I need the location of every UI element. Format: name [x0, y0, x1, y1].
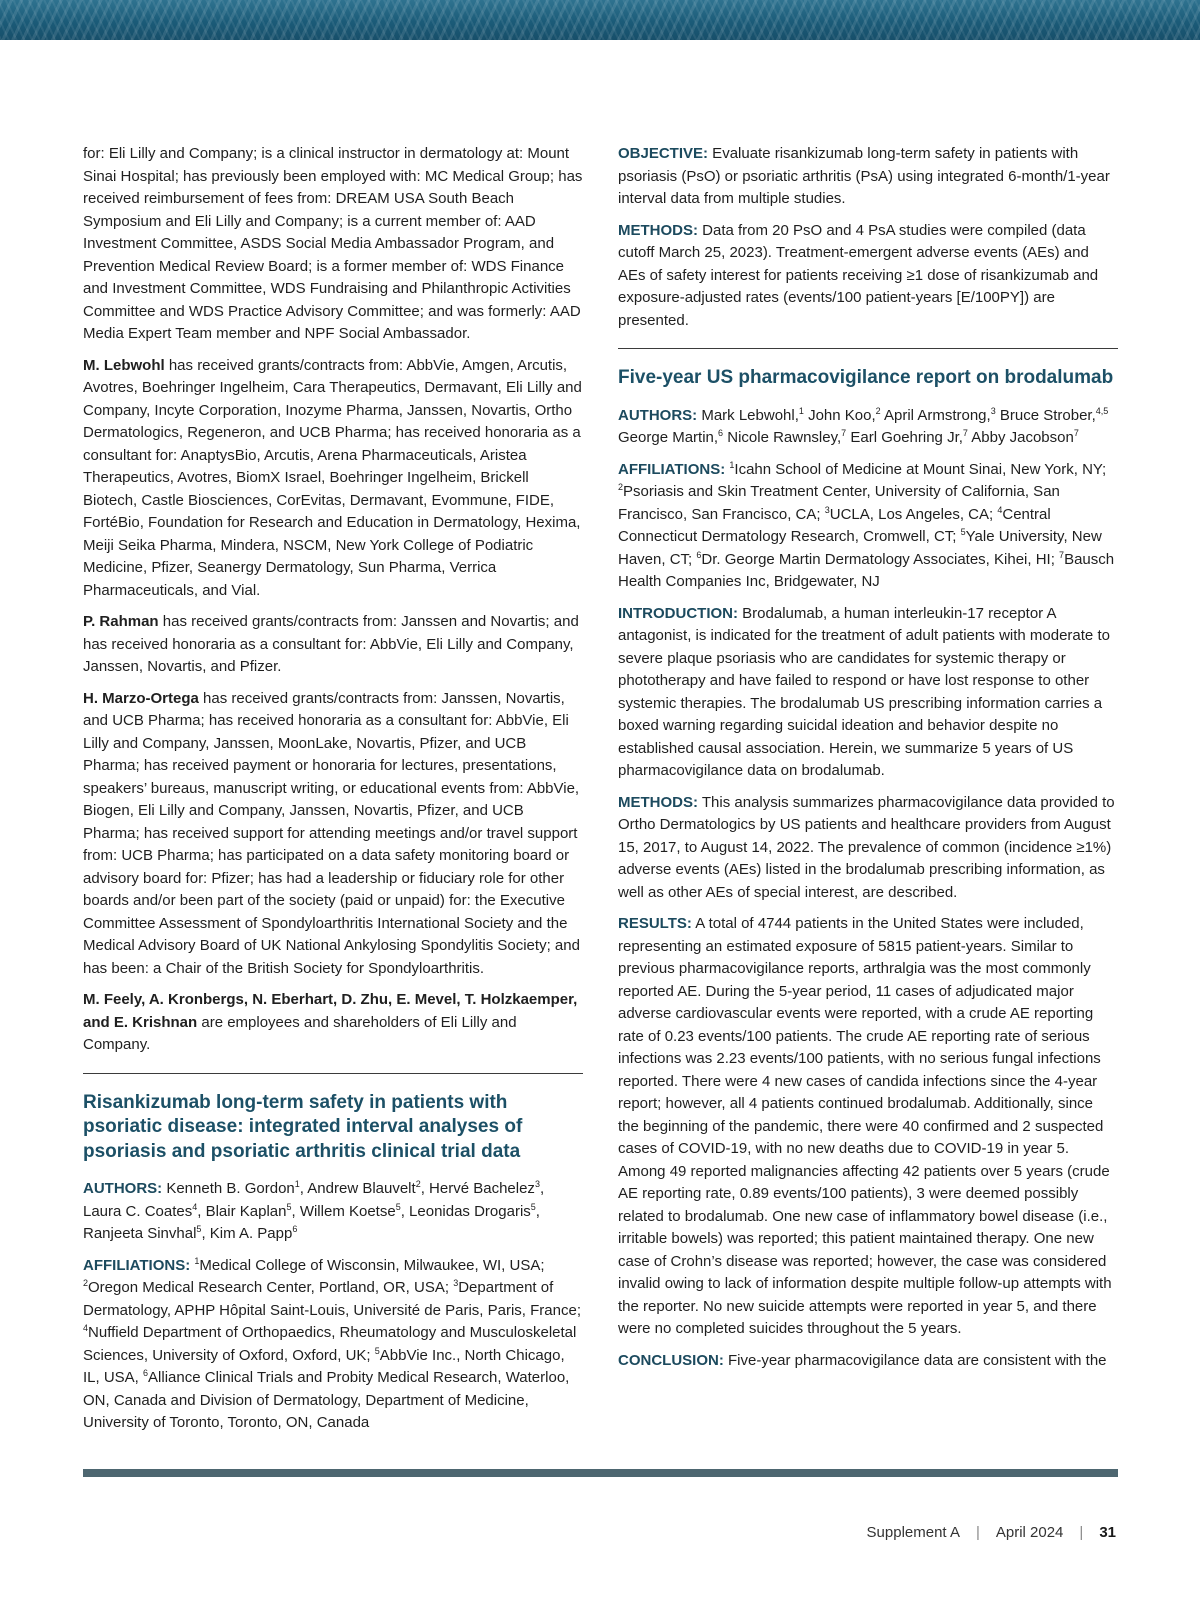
affiliation-sup: 3	[453, 1278, 459, 1288]
author-sup: 5	[196, 1224, 202, 1234]
section-label: INTRODUCTION:	[618, 604, 738, 622]
author: Abby Jacobson	[967, 429, 1074, 446]
affiliation-sup: 1	[194, 1255, 200, 1266]
author-sup: 4,5	[1095, 405, 1109, 416]
disclosure-lilly-employees	[83, 989, 583, 1057]
disclosure-name: H. Marzo-Ortega	[83, 689, 199, 707]
affiliation-sup: 5	[960, 527, 966, 537]
author: Earl Goehring Jr,	[846, 429, 963, 446]
author-sup: 7	[962, 428, 968, 438]
affiliation-sup: 7	[1059, 549, 1065, 560]
section-label: OBJECTIVE:	[618, 145, 709, 162]
abstract1-authors	[83, 1178, 583, 1246]
affiliation: Alliance Clinical Trials and Probity Medical Research, Waterloo, ON, Canada and Division of Dermatology, Department of Medicine, University of Toronto, Toronto, ON, Canada	[83, 1369, 570, 1431]
abstract-title-brodalumab: Five-year US pharmacovigilance report on brodalumab	[618, 367, 1114, 388]
affiliation: Central Connecticut Dermatology Research, Cromwell, CT;	[618, 505, 1051, 545]
author-sup: 5	[395, 1201, 401, 1212]
author-sup: 7	[1073, 428, 1079, 438]
author-sup: 1	[294, 1179, 300, 1189]
disclosure-text: has received grants/contracts from: AbbVie, Amgen, Arcutis, Avotres, Boehringer Ingelheim, Cara Therapeutics, Dermavant, Eli Lilly and Company, Incyte Corporation, Inozyme Pharma, Janssen, Novartis, Ortho Dermatologics, Regeneron, and UCB Pharma; has received honoraria as a consultant for: AnaptysBio, Arcutis, Arena Pharmaceuticals, Aristea Therapeutics, Avotres, BiomX Israel, Boehringer Ingelheim, Brickell Biotech, Castle Biosciences, CorEvitas, Dermavant, Evommune, FIDE, FortéBio, Foundation for Research and Education in Dermatology, Hexima, Meiji Seika Pharma, Mindera, NSCM, New York College of Podiatric Medicine, Pfizer, Seanergy Dermatology, Sun Pharma, Verrica Pharmaceuticals, and Vial.	[83, 356, 582, 599]
authors-label: AUTHORS:	[83, 1180, 163, 1197]
author: , Laura C. Coates	[83, 1180, 545, 1220]
affiliation-sup: 1	[729, 459, 735, 470]
affiliations-label: AFFILIATIONS:	[618, 460, 726, 478]
disclosure-text: has received grants/contracts from: Janssen, Novartis, and UCB Pharma; has received honoraria as a consultant for: AbbVie, Eli Lilly and Company, Janssen, MoonLake, Novartis, Pfizer, and UCB Pharma; has received payment or honoraria for lectures, presentations, speakers’ bureaus, manuscript writing, or educational events from: AbbVie, Biogen, Eli Lilly and Company, Janssen, Novartis, Pfizer, and UCB Pharma; has received support for attending meetings and/or travel support from: UCB Pharma; has participated on a data safety monitoring board or advisory board for: Pfizer; has had a leadership or fiduciary role for other boards and/or been part of the society (paid or unpaid) for: the Executive Committee Assessment of Spondyloarthritis International Society and the Medical Advisory Board of UK National Ankylosing Spondylitis Society; and has been: a Chair of the British Society for Spondyloarthritis.	[83, 689, 580, 977]
author-sup: 6	[292, 1224, 298, 1234]
affiliation-sup: 4	[997, 504, 1003, 515]
author-sup: 2	[415, 1179, 421, 1189]
section-text: Brodalumab, a human interleukin-17 receptor A antagonist, is indicated for the treatment of adult patients with moderate to severe plaque psoriasis who are candidates for systemic therapy or phototherapy and have failed to respond or have lost response to other systemic therapies. The brodalumab US prescribing information carries a boxed warning regarding suicidal ideation and behavior despite no established causal association. Herein, we summarize 5 years of US pharmacovigilance data on brodalumab.	[618, 604, 1110, 779]
abstract2-conclusion	[618, 1350, 1118, 1373]
affiliation: AbbVie Inc., North Chicago, IL, USA,	[83, 1346, 565, 1386]
abstract1-methods	[618, 220, 1118, 333]
author: , Ranjeeta Sinvhal	[83, 1202, 540, 1242]
section-text: Evaluate risankizumab long-term safety in patients with psoriasis (PsO) or psoriatic arthritis (PsA) using integrated 6-month/1-year interval data from multiple studies.	[618, 145, 1110, 207]
section-text: A total of 4744 patients in the United States were included, representing an estimated exposure of 5815 patient-years. Similar to previous pharmacovigilance reports, arthralgia was the most commonly reported AE. During the 5-year period, 11 cases of adjudicated major adverse cardiovascular events were reported, with a crude AE reporting rate of 0.23 events/100 patients. The crude AE reporting rate of serious infections was 2.23 events/100 patients, with no serious fungal infections reported. There were 4 new cases of candida infections since the 4-year report; however, all 4 patients continued brodalumab. Additionally, since the beginning of the pandemic, there were 40 confirmed and 2 suspected cases of COVID-19, with no new deaths due to COVID-19 in year 5. Among 49 reported malignancies affecting 42 patients over 5 years (crude AE reporting rate, 0.89 events/100 patients), 3 were deemed possibly related to brodalumab. One new case of inflammatory bowel disease (i.e., irritable bowels) was reported; this patient maintained therapy. One new case of Crohn’s disease was reported; however, the case was considered invalid owing to lack of information despite multiple follow-up attempts with the reporter. No new suicide attempts were reported in year 5, and there were no completed suicides throughout the 5 years.	[618, 915, 1112, 1337]
author: , Leonidas Drogaris	[400, 1202, 531, 1220]
disclosure-text: are employees and shareholders of Eli Lilly and Company.	[83, 1013, 517, 1053]
footer-separator: |	[975, 1524, 980, 1541]
affiliation: Dr. George Martin Dermatology Associates, Kihei, HI;	[701, 550, 1060, 568]
section-label: RESULTS:	[618, 915, 692, 932]
affiliation: UCLA, Los Angeles, CA;	[829, 505, 998, 523]
abstract2-introduction	[618, 603, 1118, 783]
disclosure-rahman	[83, 611, 583, 679]
abstract2-results	[618, 913, 1118, 1341]
section-label: METHODS:	[618, 793, 698, 811]
affiliation: Yale University, New Haven, CT;	[618, 528, 1102, 568]
disclosure-name: M. Feely, A. Kronbergs, N. Eberhart, D. Zhu, E. Mevel, T. Holzkaemper, and E. Krishnan	[83, 991, 578, 1031]
left-column	[83, 143, 583, 1444]
section-divider	[83, 1073, 583, 1074]
affiliation-sup: 3	[824, 504, 830, 515]
section-label: METHODS:	[618, 221, 698, 239]
section-text: Data from 20 PsO and 4 PsA studies were compiled (data cutoff March 25, 2023). Treatment-emergent adverse events (AEs) and AEs of safety interest for patients receiving ≥1 dose of risankizumab and exposure-adjusted rates (events/100 patient-years [E/100PY]) are presented.	[618, 221, 1099, 329]
author-sup: 3	[534, 1179, 540, 1189]
disclosure-lebwohl	[83, 355, 583, 603]
author-sup: 3	[990, 405, 996, 416]
author-sup: 2	[875, 405, 881, 416]
abstract1-affiliations	[83, 1255, 583, 1435]
affiliation: Nuffield Department of Orthopaedics, Rheumatology and Musculoskeletal Sciences, University of Oxford, Oxford, UK;	[83, 1324, 577, 1364]
author-sup: 5	[530, 1201, 536, 1212]
footer-supplement: Supplement A	[866, 1524, 960, 1541]
affiliation-sup: 2	[83, 1278, 89, 1288]
affiliation-sup: 5	[374, 1345, 380, 1356]
author: , Hervé Bachelez	[420, 1180, 535, 1197]
affiliation: Psoriasis and Skin Treatment Center, University of California, San Francisco, San Francisco, CA;	[618, 483, 1060, 523]
author: , Willem Koetse	[291, 1202, 396, 1220]
footer-separator: |	[1079, 1524, 1084, 1541]
author: , Andrew Blauvelt	[299, 1180, 416, 1197]
author: Nicole Rawnsley,	[723, 429, 842, 446]
author: John Koo,	[803, 406, 876, 424]
section-label: CONCLUSION:	[618, 1351, 724, 1369]
author: April Armstrong,	[880, 406, 991, 424]
abstract1-objective	[618, 143, 1118, 211]
author: George Martin,	[618, 429, 719, 446]
affiliations-label: AFFILIATIONS:	[83, 1256, 191, 1274]
disclosure-marzo-ortega	[83, 688, 583, 981]
right-column	[618, 143, 1118, 1381]
authors-label: AUTHORS:	[618, 406, 698, 424]
author-sup: 1	[798, 405, 804, 416]
affiliation: Icahn School of Medicine at Mount Sinai, New York, NY;	[734, 460, 1107, 478]
affiliation: Department of Dermatology, APHP Hôpital Saint-Louis, Université de Paris, Paris, France;	[83, 1279, 581, 1319]
author-sup: 5	[286, 1201, 292, 1212]
page-footer	[867, 1524, 1116, 1541]
affiliation-sup: 6	[143, 1368, 149, 1378]
abstract2-authors	[618, 405, 1118, 450]
footer-bar	[83, 1469, 1118, 1477]
author-sup: 4	[192, 1201, 198, 1212]
section-divider	[618, 348, 1118, 349]
author: , Kim A. Papp	[201, 1225, 293, 1242]
footer-date: April 2024	[995, 1524, 1064, 1541]
author: Bruce Strober,	[995, 406, 1096, 424]
page-number: 31	[1099, 1524, 1116, 1541]
section-text: This analysis summarizes pharmacovigilance data provided to Ortho Dermatologics by US patients and healthcare providers from August 15, 2017, to August 14, 2022. The prevalence of common (incidence ≥1%) adverse events (AEs) listed in the brodalumab prescribing information, as well as other AEs of special interest, are described.	[618, 793, 1115, 901]
author-sup: 7	[841, 428, 847, 438]
affiliation: Medical College of Wisconsin, Milwaukee, WI, USA;	[199, 1256, 545, 1274]
abstract2-methods	[618, 792, 1118, 905]
affiliation-sup: 2	[618, 482, 624, 492]
affiliation: Bausch Health Companies Inc, Bridgewater, NJ	[618, 550, 1115, 590]
author-sup: 6	[718, 428, 724, 438]
disclosure-name: P. Rahman	[83, 613, 159, 630]
author: Kenneth B. Gordon	[162, 1180, 295, 1197]
abstract2-affiliations	[618, 459, 1118, 594]
section-text: Five-year pharmacovigilance data are consistent with the	[723, 1351, 1107, 1369]
abstract-title-risankizumab: Risankizumab long-term safety in patients with psoriatic disease: integrated interval analyses of psoriasis and psoriatic arthritis clinical trial data	[83, 1091, 523, 1162]
affiliation-sup: 6	[696, 549, 702, 560]
disclosure-text: has received grants/contracts from: Janssen and Novartis; and has received honoraria as a consultant for: AbbVie, Eli Lilly and Company, Janssen, Novartis, and Pfizer.	[83, 613, 579, 675]
disclosure-continuation: for: Eli Lilly and Company; is a clinical instructor in dermatology at: Mount Sinai Hospital; has previously been employed with: MC Medical Group; has received reimbursement of fees from: DREAM USA South Beach Symposium and Eli Lilly and Company; is a current member of: AAD Investment Committee, ASDS Social Media Ambassador Program, and Prevention Medical Review Board; is a former member of: WDS Finance and Investment Committee, WDS Fundraising and Philanthropic Activities Committee and WDS Practice Advisory Committee; and was formerly: AAD Media Expert Team member and NPF Social Ambassador.	[83, 145, 583, 342]
author: Mark Lebwohl,	[697, 406, 799, 424]
affiliation: Oregon Medical Research Center, Portland, OR, USA;	[88, 1279, 454, 1296]
author: , Blair Kaplan	[197, 1202, 287, 1220]
header-ocean-banner	[0, 0, 1200, 40]
affiliation-sup: 4	[83, 1323, 89, 1333]
disclosure-name: M. Lebwohl	[83, 356, 165, 374]
